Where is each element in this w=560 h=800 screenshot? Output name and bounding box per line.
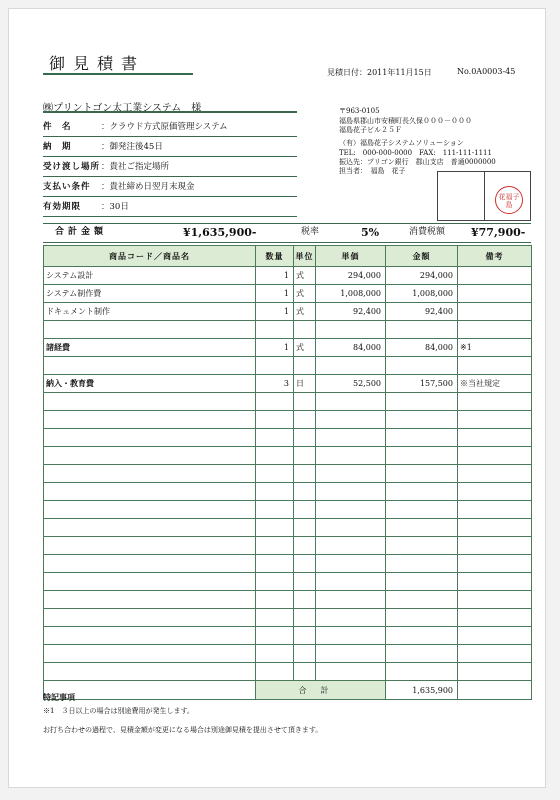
unit-cell (294, 447, 316, 465)
remark-cell (458, 357, 532, 375)
unit-price-cell (316, 501, 386, 519)
item-name-cell (44, 501, 256, 519)
unit-cell (294, 411, 316, 429)
sum-spacer (44, 681, 256, 700)
info-row-delivery (43, 139, 297, 157)
item-name-cell (44, 573, 256, 591)
item-name-cell (44, 429, 256, 447)
unit-cell (294, 645, 316, 663)
unit-price-cell (316, 429, 386, 447)
quote-date: 見積日付：2011年11月15日 (327, 68, 432, 77)
info-row-payment (43, 179, 297, 197)
table-row (44, 429, 532, 447)
column-header: 単位 (294, 246, 316, 267)
quantity-cell (256, 447, 294, 465)
amount-cell (386, 519, 458, 537)
unit-price-cell (316, 447, 386, 465)
item-name-cell: 諸経費 (44, 339, 256, 357)
table-row (44, 645, 532, 663)
tax-amount-value: ¥77,900- (471, 226, 526, 239)
unit-price-cell (316, 645, 386, 663)
info-value: ：クラウド方式原価管理システム (101, 122, 228, 132)
unit-cell (294, 501, 316, 519)
info-row-place (43, 159, 297, 177)
table-row (44, 501, 532, 519)
table-row (44, 663, 532, 681)
unit-price-cell: 92,400 (316, 303, 386, 321)
table-row (44, 375, 532, 393)
item-name-cell: ドキュメント制作 (44, 303, 256, 321)
remark-cell (458, 321, 532, 339)
table-row (44, 627, 532, 645)
client-name: ㈱プリントゴン太工業システム 様 (43, 103, 202, 114)
client-underline (43, 111, 297, 113)
quantity-cell (256, 663, 294, 681)
table-row (44, 537, 532, 555)
unit-cell (294, 555, 316, 573)
table-row (44, 519, 532, 537)
table-row (44, 393, 532, 411)
unit-cell (294, 465, 316, 483)
remark-cell (458, 465, 532, 483)
remark-cell (458, 411, 532, 429)
quantity-cell (256, 555, 294, 573)
quote-number: No.0A0003-45 (457, 67, 516, 76)
amount-cell: 1,008,000 (386, 285, 458, 303)
remark-cell (458, 519, 532, 537)
amount-cell (386, 537, 458, 555)
unit-cell: 日 (294, 375, 316, 393)
remark-cell (458, 609, 532, 627)
remark-cell (458, 537, 532, 555)
info-label: 有効期限 (43, 202, 82, 212)
unit-cell: 式 (294, 303, 316, 321)
unit-cell (294, 627, 316, 645)
unit-price-cell (316, 393, 386, 411)
company-rep: 担当者： 福島 花子 (339, 167, 406, 175)
item-name-cell (44, 465, 256, 483)
unit-cell (294, 357, 316, 375)
quantity-cell (256, 591, 294, 609)
remark-cell (458, 645, 532, 663)
quantity-cell: 1 (256, 339, 294, 357)
company-address-2: 福島花子ビル２５Ｆ (339, 126, 402, 134)
item-name-cell (44, 645, 256, 663)
unit-cell (294, 429, 316, 447)
item-name-cell (44, 537, 256, 555)
info-label: 受け渡し場所 (43, 162, 101, 172)
amount-cell (386, 663, 458, 681)
remark-cell (458, 555, 532, 573)
remark-cell (458, 447, 532, 465)
unit-cell (294, 573, 316, 591)
unit-cell (294, 537, 316, 555)
remark-cell (458, 483, 532, 501)
item-name-cell: 納入・教育費 (44, 375, 256, 393)
remark-cell (458, 501, 532, 519)
item-name-cell: システム制作費 (44, 285, 256, 303)
grand-total-label: 合計金額 (55, 227, 108, 237)
unit-cell: 式 (294, 285, 316, 303)
unit-price-cell (316, 555, 386, 573)
info-label: 支払い条件 (43, 182, 91, 192)
item-name-cell (44, 447, 256, 465)
remark-cell (458, 267, 532, 285)
info-row-subject (43, 119, 297, 137)
amount-cell (386, 465, 458, 483)
tax-amount-label: 消費税額 (409, 227, 446, 237)
quantity-cell (256, 483, 294, 501)
remark-cell (458, 285, 532, 303)
unit-cell (294, 609, 316, 627)
unit-price-cell (316, 663, 386, 681)
table-row (44, 357, 532, 375)
amount-cell (386, 501, 458, 519)
column-header: 金額 (386, 246, 458, 267)
remark-cell (458, 429, 532, 447)
unit-price-cell (316, 519, 386, 537)
quote-document (8, 8, 546, 788)
info-label: 件 名 (43, 122, 72, 132)
item-name-cell (44, 357, 256, 375)
table-row (44, 267, 532, 285)
table-row (44, 465, 532, 483)
unit-price-cell (316, 591, 386, 609)
unit-price-cell (316, 483, 386, 501)
unit-price-cell (316, 537, 386, 555)
unit-cell (294, 663, 316, 681)
unit-price-cell: 294,000 (316, 267, 386, 285)
remark-cell: ※1 (458, 339, 532, 357)
info-value: ：御発注後45日 (101, 142, 163, 152)
table-row (44, 285, 532, 303)
unit-price-cell: 84,000 (316, 339, 386, 357)
sum-label: 合計 (256, 681, 386, 700)
amount-cell (386, 645, 458, 663)
amount-cell: 294,000 (386, 267, 458, 285)
info-label: 納 期 (43, 142, 72, 152)
title-underline (43, 73, 193, 75)
amount-cell (386, 591, 458, 609)
amount-cell: 92,400 (386, 303, 458, 321)
table-row (44, 555, 532, 573)
amount-cell: 84,000 (386, 339, 458, 357)
column-header: 数量 (256, 246, 294, 267)
amount-cell: 157,500 (386, 375, 458, 393)
item-name-cell (44, 627, 256, 645)
remark-cell (458, 303, 532, 321)
item-name-cell (44, 609, 256, 627)
item-name-cell (44, 321, 256, 339)
item-name-cell: システム設計 (44, 267, 256, 285)
quantity-cell (256, 519, 294, 537)
item-name-cell (44, 555, 256, 573)
company-postal: 〒963-0105 (339, 107, 380, 115)
unit-cell (294, 483, 316, 501)
unit-price-cell: 52,500 (316, 375, 386, 393)
info-value: ：貴社ご指定場所 (101, 162, 170, 172)
table-row (44, 447, 532, 465)
quantity-cell (256, 645, 294, 663)
table-row (44, 411, 532, 429)
table-row (44, 339, 532, 357)
table-row (44, 303, 532, 321)
table-row (44, 591, 532, 609)
quantity-cell (256, 501, 294, 519)
amount-cell (386, 483, 458, 501)
stamp-cell-left (438, 172, 485, 220)
grand-total-value: ¥1,635,900- (183, 226, 257, 239)
note-line: ※1 ３日以上の場合は別途費用が発生します。 (43, 707, 194, 715)
remark-cell (458, 591, 532, 609)
amount-cell (386, 555, 458, 573)
unit-price-cell (316, 465, 386, 483)
unit-cell: 式 (294, 339, 316, 357)
unit-price-cell (316, 609, 386, 627)
totals-bar (43, 223, 531, 243)
unit-price-cell: 1,008,000 (316, 285, 386, 303)
unit-price-cell (316, 573, 386, 591)
quantity-cell (256, 627, 294, 645)
table-header-row (44, 246, 532, 267)
notes-title: 特記事項 (43, 692, 75, 702)
item-name-cell (44, 663, 256, 681)
quantity-cell: 1 (256, 267, 294, 285)
column-header: 備考 (458, 246, 532, 267)
quantity-cell (256, 609, 294, 627)
page-title: 御見積書 (49, 54, 146, 73)
unit-cell (294, 393, 316, 411)
table-row (44, 483, 532, 501)
sum-value: 1,635,900 (386, 681, 458, 700)
column-header: 商品コード／商品名 (44, 246, 256, 267)
unit-price-cell (316, 411, 386, 429)
amount-cell (386, 429, 458, 447)
info-value: ：30日 (101, 202, 129, 212)
items-table (43, 245, 532, 700)
unit-price-cell (316, 627, 386, 645)
remark-cell (458, 393, 532, 411)
unit-cell (294, 591, 316, 609)
sum-remark (458, 681, 532, 700)
quantity-cell: 1 (256, 303, 294, 321)
quantity-cell (256, 411, 294, 429)
unit-price-cell (316, 357, 386, 375)
unit-cell (294, 321, 316, 339)
unit-cell (294, 519, 316, 537)
remark-cell: ※当社規定 (458, 375, 532, 393)
unit-price-cell (316, 321, 386, 339)
sum-row (44, 681, 532, 700)
column-header: 単価 (316, 246, 386, 267)
table-row (44, 321, 532, 339)
amount-cell (386, 411, 458, 429)
remark-cell (458, 573, 532, 591)
tax-rate-label: 税率 (301, 227, 320, 237)
quantity-cell (256, 573, 294, 591)
item-name-cell (44, 483, 256, 501)
quantity-cell (256, 465, 294, 483)
seal-icon: 花福子島 (495, 186, 523, 214)
remark-cell (458, 627, 532, 645)
amount-cell (386, 357, 458, 375)
quantity-cell (256, 393, 294, 411)
quantity-cell: 1 (256, 285, 294, 303)
amount-cell (386, 627, 458, 645)
remark-cell (458, 663, 532, 681)
amount-cell (386, 321, 458, 339)
quantity-cell (256, 537, 294, 555)
note-line: お打ち合わせの過程で、見積金額が変更になる場合は別途御見積を提出させて頂きます。 (43, 726, 323, 734)
unit-cell: 式 (294, 267, 316, 285)
quantity-cell (256, 357, 294, 375)
info-row-validity (43, 199, 297, 217)
company-name: （有）福島花子システムソリューション (339, 139, 464, 147)
amount-cell (386, 447, 458, 465)
company-bank: 振込先：プリゴン銀行 郡山支店 普通0000000 (339, 158, 496, 166)
stamp-box (437, 171, 531, 221)
table-row (44, 609, 532, 627)
item-name-cell (44, 519, 256, 537)
company-tel-fax: TEL: 000-000-0000 FAX: 111-111-1111 (339, 149, 492, 157)
amount-cell (386, 573, 458, 591)
item-name-cell (44, 411, 256, 429)
amount-cell (386, 609, 458, 627)
item-name-cell (44, 591, 256, 609)
table-row (44, 573, 532, 591)
quantity-cell (256, 321, 294, 339)
quantity-cell: 3 (256, 375, 294, 393)
item-name-cell (44, 393, 256, 411)
company-address-1: 福島県郡山市安積町長久保０００－０００ (339, 117, 472, 125)
quantity-cell (256, 429, 294, 447)
tax-rate-value: 5% (361, 226, 380, 239)
info-value: ：貴社締め日翌月末現金 (101, 182, 195, 192)
amount-cell (386, 393, 458, 411)
